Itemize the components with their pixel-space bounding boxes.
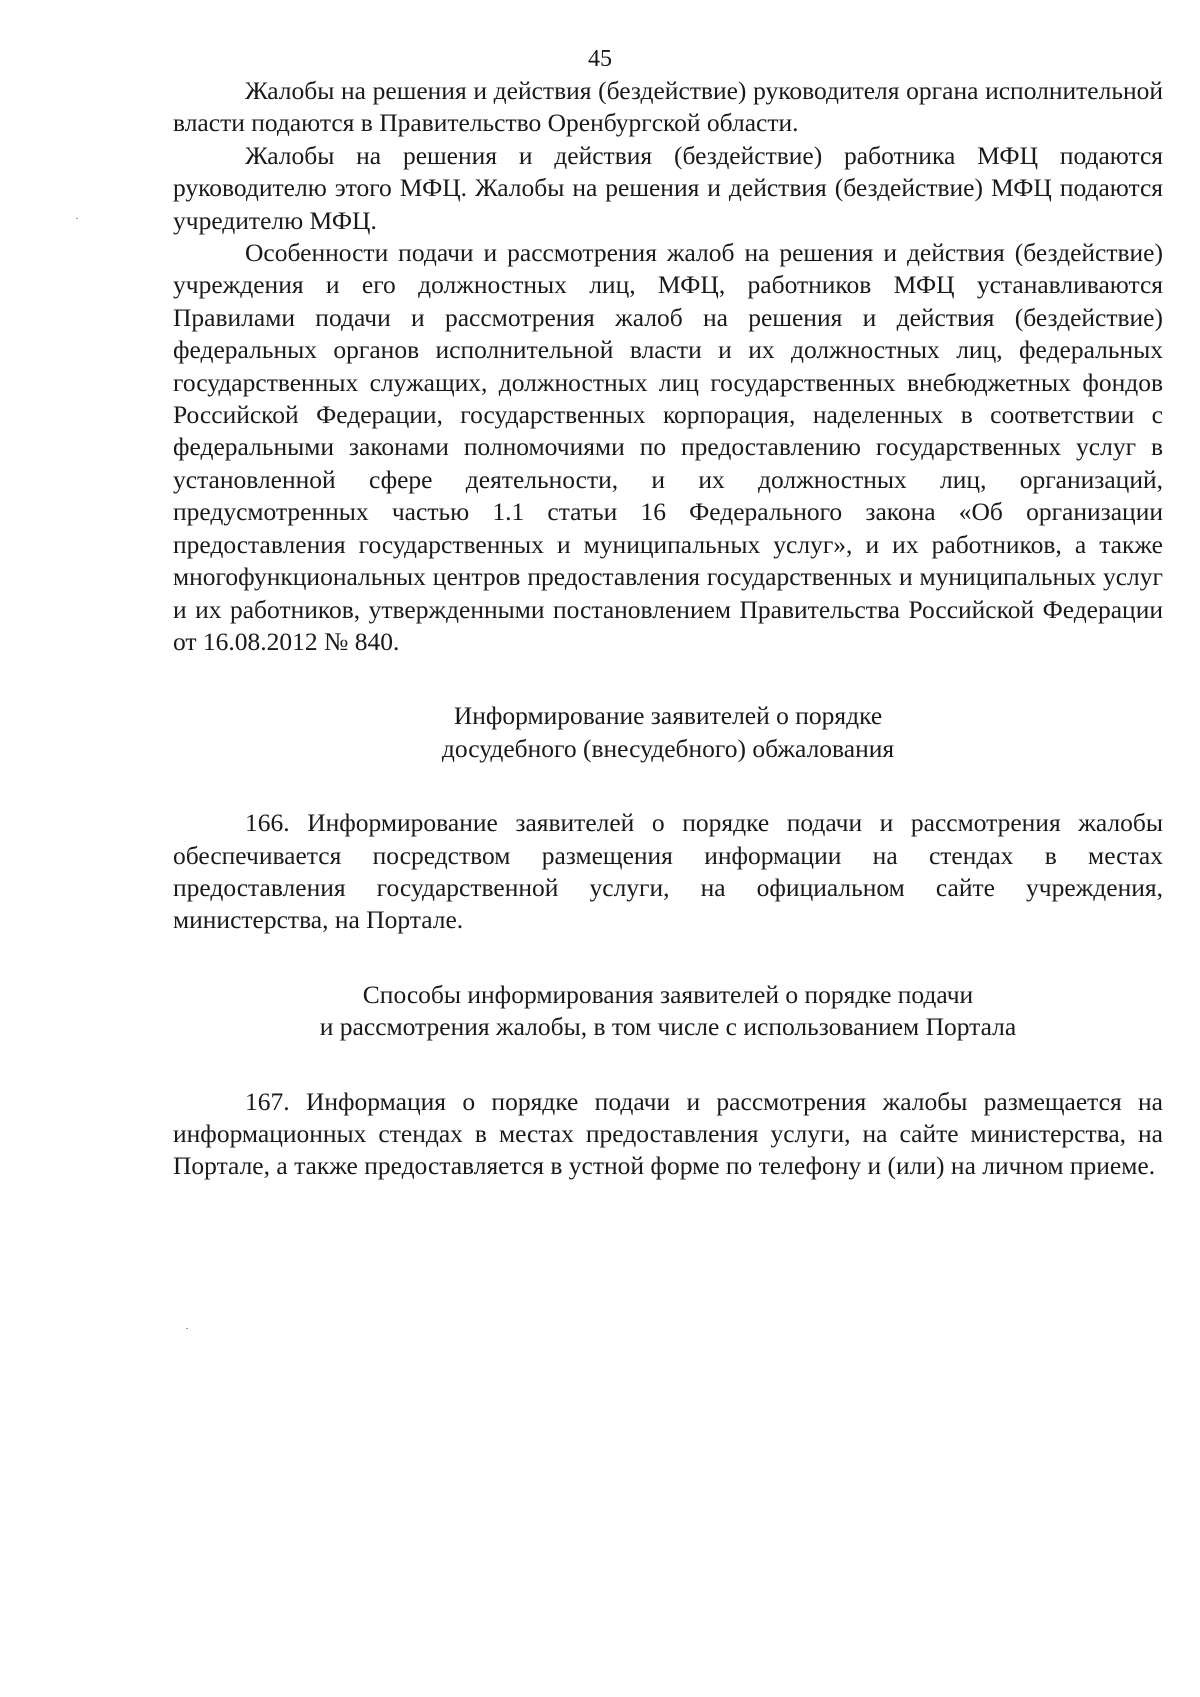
section-heading-line-2: и рассмотрения жалобы, в том числе с использованием Портала bbox=[319, 1012, 1017, 1042]
section-informing-applicants bbox=[173, 700, 1163, 765]
paragraph-166: 166. Информирование заявителей о порядке подачи и рассмотрения жалобы обеспечивается посредством размещения информации на стендах в местах предоставления государственной услуги, на официальном сайте учреждения, министерства, на Портале. bbox=[173, 808, 1163, 935]
section-heading-line-2: досудебного (внесудебного) обжалования bbox=[441, 733, 895, 763]
scan-artifact bbox=[76, 218, 78, 219]
section-ways-of-informing bbox=[173, 979, 1163, 1044]
paragraph-167: 167. Информация о порядке подачи и рассмотрения жалобы размещается на информационных стендах в местах предоставления услуги, на сайте министерства, на Портале, а также предоставляется в устной форме по телефону и (или) на личном приеме. bbox=[173, 1086, 1163, 1181]
document-body bbox=[173, 75, 1163, 1183]
paragraph-complaint-rules: Особенности подачи и рассмотрения жалоб на решения и действия (бездействие) учреждения и его должностных лиц, МФЦ, работников МФЦ устанавливаются Правилами подачи и рассмотрения жалоб на решения и действия (бездействие) федеральных органов исполнительной власти и их должностных лиц, федеральных государственных служащих, должностных лиц государственных внебюджетных фондов Российской Федерации, государственных корпорация, наделенных в соответствии с федеральными законами полномочиями по предоставлению государственных услуг в установленной сфере деятельности, и их должностных лиц, организаций, предусмотренных частью 1.1 статьи 16 Федерального закона «Об организации предоставления государственных и муниципальных услуг», и их работников, а также многофункциональных центров предоставления государственных и муниципальных услуг и их работников, утвержденными постановлением Правительства Российской Федерации от 16.08.2012 № 840. bbox=[173, 238, 1163, 656]
scan-artifact bbox=[186, 1328, 188, 1329]
paragraph-complaints-mfc: Жалобы на решения и действия (бездействие) работника МФЦ подаются руководителю этого МФЦ. Жалобы на решения и действия (бездействие) МФЦ подаются учредителю МФЦ. bbox=[173, 140, 1163, 235]
page-number: 45 bbox=[588, 46, 612, 72]
paragraph-complaints-head-of-authority: Жалобы на решения и действия (бездействие) руководителя органа исполнительной власти подаются в Правительство Оренбургской области. bbox=[173, 76, 1163, 138]
section-heading-line-1: Информирование заявителей о порядке bbox=[453, 701, 883, 731]
section-heading-line-1: Способы информирования заявителей о порядке подачи bbox=[362, 979, 974, 1009]
